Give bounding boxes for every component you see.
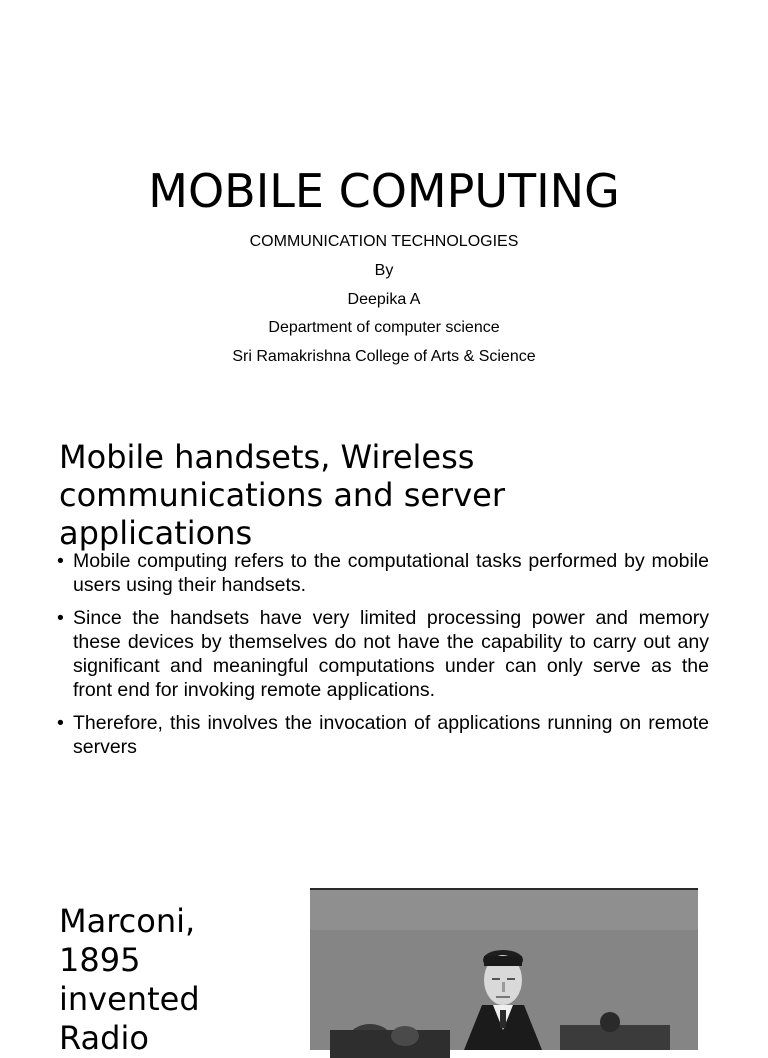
marconi-title-line: invented: [59, 980, 200, 1018]
content-slide: [0, 384, 768, 864]
subtitle-block: [0, 228, 768, 372]
author-college: Sri Ramakrishna College of Arts & Science: [232, 348, 536, 366]
bullet-icon: •: [57, 606, 64, 629]
author-department: Department of computer science: [268, 319, 500, 337]
bullet-icon: •: [57, 550, 64, 572]
slide-title-line: communications and server: [59, 476, 505, 514]
bullet-icon: •: [57, 711, 64, 734]
slide-title-line: Mobile handsets, Wireless: [59, 438, 475, 476]
title-slide: [0, 0, 768, 384]
marconi-title-line: Marconi,: [59, 902, 196, 940]
slide-title-line: applications: [59, 514, 253, 552]
bullet-item: [57, 606, 709, 703]
marconi-title-line: Radio: [59, 1019, 149, 1057]
subtitle-by: By: [374, 261, 394, 279]
bullet-text: Mobile computing refers to the computational tasks performed by mobile users using their handsets.: [73, 550, 709, 597]
marconi-photo-graphic: [310, 890, 698, 1050]
marconi-slide: [0, 864, 768, 1057]
bullet-text: Therefore, this involves the invocation of applications running on remote servers: [73, 711, 709, 759]
marconi-photo: [310, 888, 698, 1050]
bullet-list: [57, 549, 709, 767]
subtitle-topic: COMMUNICATION TECHNOLOGIES: [249, 233, 519, 250]
presentation-title: MOBILE COMPUTING: [148, 164, 620, 218]
bullet-text: Since the handsets have very limited processing power and memory these devices by themselves do not have the capability to carry out any significant and meaningful computations under can only serve as the front end for invoking remote applications.: [73, 606, 709, 702]
marconi-title: [59, 902, 259, 1058]
marconi-title-line: 1895: [59, 941, 141, 979]
author-name: Deepika A: [347, 290, 421, 308]
bullet-item: [57, 711, 709, 760]
bullet-item: [57, 549, 709, 598]
slide-title: [59, 438, 719, 552]
